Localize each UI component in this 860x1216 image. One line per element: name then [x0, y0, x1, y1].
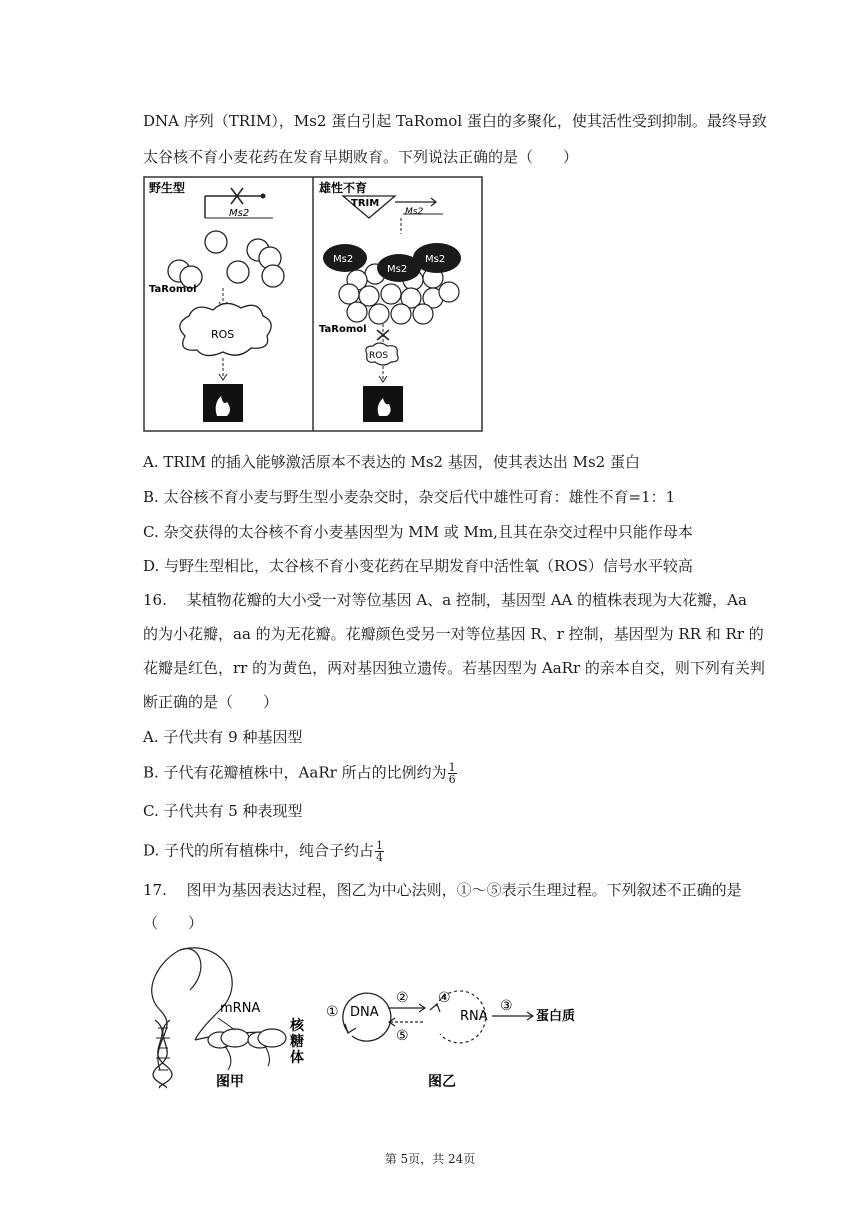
- q17-stem-line-1: 17. 图甲为基因表达过程，图乙为中心法则，①～⑤表示生理过程。下列叙述不正确的是: [143, 881, 742, 899]
- q16-option-b: [143, 762, 457, 785]
- intro-line-1: DNA 序列（TRIM），Ms2 蛋白引起 TaRomol 蛋白的多聚化，使其活性受到抑制。最终导致: [143, 112, 767, 130]
- fraction-numerator: 1: [448, 761, 456, 774]
- right-trim-label: TRIM: [351, 198, 380, 209]
- male-sterile-title: 雄性不育: [319, 181, 368, 195]
- rna-label: RNA: [460, 1009, 488, 1024]
- q16-stem-line-4: 断正确的是（ ）: [143, 693, 279, 711]
- left-ms2-gene-label: Ms2: [229, 208, 250, 219]
- protein-label: 蛋白质: [536, 1009, 576, 1024]
- ribosome-label-1: 核: [290, 1018, 304, 1034]
- q16-stem-line-2: 的为小花瓣，aa 的为无花瓣。花瓣颜色受另一对等位基因 R、r 控制，基因型为 RR 和 Rr 的: [143, 625, 764, 643]
- intro-line-2: 太谷核不育小麦花药在发育早期败育。下列说法正确的是（ ）: [143, 148, 579, 166]
- fraction-denominator: 4: [376, 851, 384, 864]
- right-ms2-protein-b: Ms2: [387, 264, 408, 275]
- fraction-numerator: 1: [376, 839, 384, 852]
- figure-b-caption: 图乙: [428, 1074, 456, 1090]
- dna-label: DNA: [350, 1005, 379, 1020]
- q15-option-b: B. 太谷核不育小麦与野生型小麦杂交时，杂交后代中雄性可育：雄性不育=1：1: [143, 488, 676, 506]
- ribosome-label-3: 体: [290, 1050, 304, 1066]
- process-4-label: ④: [438, 990, 451, 1006]
- right-taromol-label: TaRomol: [319, 324, 367, 335]
- fraction-denominator: 6: [448, 773, 456, 786]
- figure-a-caption: 图甲: [216, 1074, 244, 1090]
- q17-stem-line-2: （ ）: [143, 914, 204, 932]
- q16-option-b-text: B. 子代有花瓣植株中，AaRr 所占的比例约为: [143, 763, 447, 782]
- figure-gene-expression: [140, 940, 600, 1090]
- q16-option-d-fraction: [375, 840, 384, 863]
- q15-option-d: D. 与野生型相比，太谷核不育小变花药在早期发育中活性氧（ROS）信号水平较高: [143, 557, 693, 575]
- right-ms2-protein-a: Ms2: [333, 254, 354, 265]
- ribosome-label-2: 糖: [290, 1034, 304, 1050]
- right-ms2-gene-label: Ms2: [405, 207, 424, 217]
- q15-option-a: A. TRIM 的插入能够激活原本不表达的 Ms2 基因，使其表达出 Ms2 蛋白: [143, 453, 640, 471]
- mrna-label: mRNA: [220, 1001, 261, 1016]
- right-ros-label: ROS: [369, 351, 389, 361]
- wild-type-title: 野生型: [149, 181, 186, 195]
- q16-option-c: C. 子代共有 5 种表现型: [143, 802, 303, 820]
- process-5-label: ⑤: [396, 1028, 409, 1044]
- q16-option-d-text: D. 子代的所有植株中，纯合子约占: [143, 841, 375, 860]
- left-taromol-label: TaRomol: [149, 284, 197, 295]
- q16-option-a: A. 子代共有 9 种基因型: [143, 728, 303, 746]
- left-ros-label: ROS: [211, 328, 235, 341]
- q16-stem-line-1: 16. 某植物花瓣的大小受一对等位基因 A、a 控制，基因型 AA 的植株表现为大花瓣，Aa: [143, 591, 747, 609]
- figure-ms2-mechanism: [143, 176, 483, 432]
- q16-stem-line-3: 花瓣是红色，rr 的为黄色，两对基因独立遗传。若基因型为 AaRr 的亲本自交，则下列有关判: [143, 659, 765, 677]
- process-1-label: ①: [326, 1004, 339, 1020]
- right-ms2-protein-c: Ms2: [425, 254, 446, 265]
- process-2-label: ②: [396, 990, 409, 1006]
- process-3-label: ③: [500, 998, 513, 1014]
- q16-option-d: [143, 840, 384, 863]
- q16-option-b-fraction: [448, 762, 457, 785]
- q15-option-c: C. 杂交获得的太谷核不育小麦基因型为 MM 或 Mm,且其在杂交过程中只能作母本: [143, 523, 693, 541]
- page-number: 第 5页，共 24页: [384, 1152, 476, 1166]
